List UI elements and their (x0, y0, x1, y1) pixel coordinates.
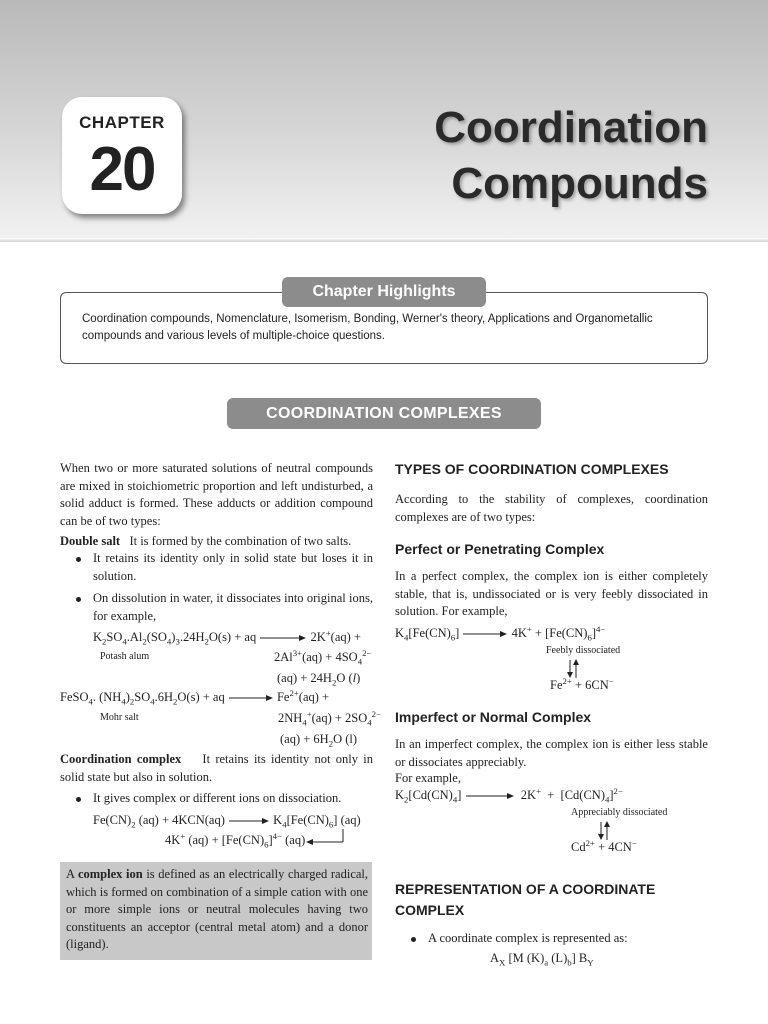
types-paragraph: According to the stability of complexes, coordination complexes are of two types: (395, 492, 708, 524)
definition-term: complex ion (77, 867, 143, 881)
chapter-title-line1: Coordination (434, 103, 708, 152)
mohr-salt-products-1: $2NH_4^+(aq) + 2SO_4^{2-}$ (278, 708, 381, 728)
imperfect-complex-heading: Imperfect or Normal Complex (395, 709, 592, 725)
complex-ion-definition (66, 866, 368, 954)
mohr-salt-products-2: $(aq) + 6H_2O$ (l) (280, 732, 358, 749)
perfect-complex-paragraph: In a perfect complex, the complex ion is either completely stable, that is, undissociated or is very feebly dissociated in solution. For example, (395, 569, 708, 618)
reaction-arrow-icon (228, 817, 270, 825)
double-salt-bullet-2: On dissolution in water, it dissociates into original ions, for example, (93, 591, 373, 623)
types-heading: TYPES OF COORDINATION COMPLEXES (395, 461, 669, 477)
appreciably-dissociated-label: Appreciably dissociated (571, 807, 668, 818)
perfect-complex-equation: $K_4[Fe(CN)_6] 4K^+ + [Fe(CN)_6]^{4-}$ (395, 623, 606, 643)
imperfect-complex-products: $Cd^{2+} + 4CN^-$ (571, 837, 637, 854)
chapter-title (434, 100, 708, 212)
chapter-title-line2: Compounds (451, 159, 708, 208)
bullet-dot (411, 937, 416, 942)
section-tag: COORDINATION COMPLEXES (227, 398, 541, 429)
coordination-complex-definition: It retains its identity not only in solid state but also in solution. (60, 752, 374, 784)
perfect-complex-heading: Perfect or Penetrating Complex (395, 541, 605, 557)
coordination-complex-term: Coordination complex (60, 752, 182, 766)
perfect-complex-products: $Fe^{2+} + 6CN^-$ (550, 675, 614, 692)
mohr-salt-label: Mohr salt (100, 712, 139, 723)
double-salt-definition: It is formed by the combination of two salts. (129, 534, 352, 548)
representation-heading-line2: COMPLEX (395, 902, 465, 918)
potash-alum-label: Potash alum (100, 651, 150, 662)
coordination-bullet: It gives complex or different ions on dissociation. (93, 791, 342, 805)
intro-paragraph: When two or more saturated solutions of neutral compounds are mixed in stoichiometric proportion and left undisturbed, a solid adduct is formed. These adducts or addition compound can be of two types: (60, 461, 373, 528)
reaction-arrow-icon (228, 694, 274, 702)
ferrocyanide-dissociation: 4K+ $(aq) + [Fe(CN)_6]^{4-}$ (aq) (165, 829, 347, 849)
for-example-text: For example, (395, 771, 461, 785)
bullet-dot (76, 797, 81, 802)
equilibrium-arrow-icon (596, 821, 612, 841)
double-salt-term: Double salt (60, 534, 121, 548)
chapter-label: CHAPTER (79, 113, 165, 132)
reaction-arrow-icon (462, 630, 508, 638)
representation-formula: $A_X$ [M $(K)_a$ $(L)_b$] $B_Y$ (490, 951, 594, 968)
potash-alum-products-2: $(aq) + 24H_2O$ (l) (277, 671, 361, 688)
bullet-dot (76, 557, 81, 562)
definition-prefix: A (66, 867, 75, 881)
chapter-number: 20 (89, 135, 155, 204)
imperfect-complex-equation: $K_2[Cd(CN)_4]$ $2K^+ + [Cd(CN)_4]^{2-}$ (395, 785, 623, 805)
coordination-complex-paragraph (60, 751, 373, 786)
reverse-arrow-icon (305, 829, 347, 849)
double-salt-bullet-1: It retains its identity only in solid state but loses it in solution. (93, 551, 373, 583)
bullet-dot (76, 597, 81, 602)
mohr-salt-equation: FeSO$_4$. $(NH_4)_2SO_4.6H_2O(s)$ + aq $Fe^{2+}(aq)$ + (60, 687, 330, 707)
reaction-arrow-icon (259, 634, 307, 642)
imperfect-complex-paragraph: In an imperfect complex, the complex ion is either less stable or dissociates appreciably. (395, 737, 708, 769)
highlights-text: Coordination compounds, Nomenclature, Isomerism, Bonding, Werner's theory, Applications and Organometallic compounds and various levels of multiple-choice questions. (82, 313, 653, 342)
highlights-tag: Chapter Highlights (282, 277, 486, 307)
representation-bullet: A coordinate complex is represented as: (428, 931, 628, 945)
potash-alum-products-1: $2Al^{3+}(aq) + 4SO_4^{2-}$ (274, 647, 372, 667)
representation-heading-line1: REPRESENTATION OF A COORDINATE (395, 881, 656, 897)
definition-body: is defined as an electrically charged radical, which is formed on combination of a simple cation with one or more simple ions or neutral molecules having two constituents an acceptor (central metal atom) and a donor (ligand). (66, 867, 369, 951)
potash-alum-equation: $K_2SO_4.Al_2(SO_4)_3.24H_2O(s)$ + aq 2K+(aq) + (93, 627, 361, 647)
chapter-badge (62, 97, 182, 214)
ferrocyanide-equation: $Fe(CN)_2$ (aq) + 4KCN(aq) $K_4[Fe(CN)_6]$ (aq) (93, 813, 361, 830)
double-salt-paragraph (60, 533, 373, 551)
header-divider (0, 238, 768, 242)
representation-heading (395, 879, 655, 921)
reaction-arrow-icon (465, 792, 515, 800)
feebly-dissociated-label: Feebly dissociated (546, 645, 621, 656)
